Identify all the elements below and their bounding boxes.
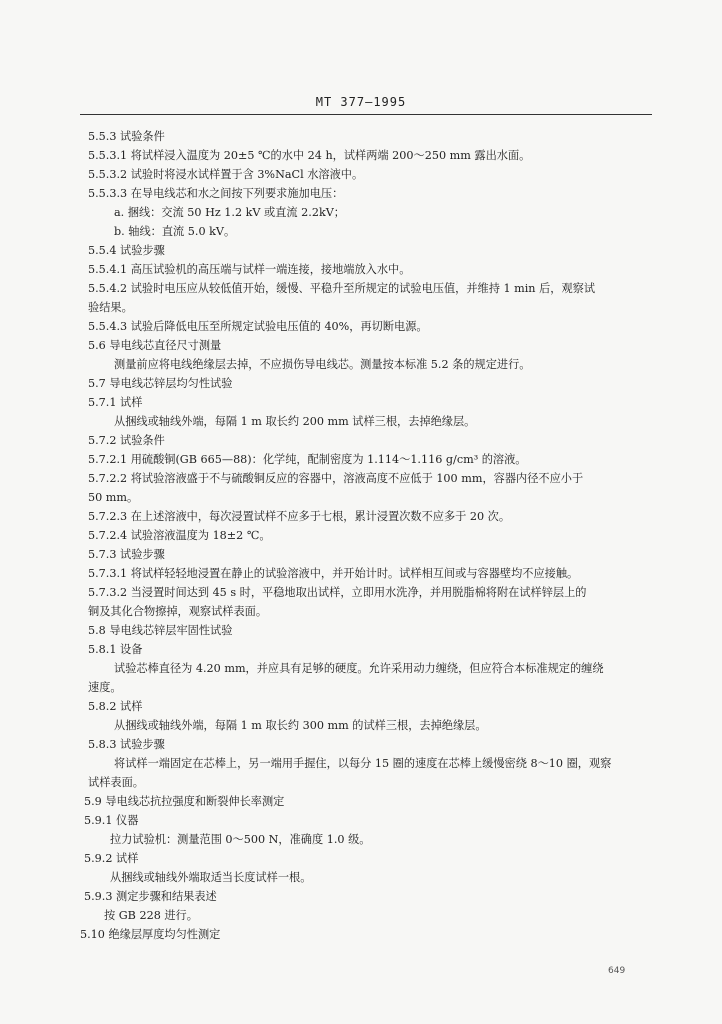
clause-5-7-2-3: 5.7.2.3 在上述溶液中，每次浸置试样不应多于七根，累计浸置次数不应多于 20 次。 [88,510,511,523]
clause-5-9-2-text: 从捆线或轴线外端取适当长度试样一根。 [110,871,312,884]
clause-5-7-3: 5.7.3 试验步骤 [88,548,165,561]
list-item-a: a. 捆线：交流 50 Hz 1.2 kV 或直流 2.2kV； [114,206,345,219]
page-number: 649 [608,966,626,976]
clause-5-7-1: 5.7.1 试样 [88,396,143,409]
clause-5-7-2-1: 5.7.2.1 用硫酸铜(GB 665—88)：化学纯，配制密度为 1.114～1.116 g/cm³ 的溶液。 [88,453,527,466]
clause-5-8-1-cont: 速度。 [88,681,122,694]
clause-5-5-4: 5.5.4 试验步骤 [88,244,165,257]
standard-number-header: MT 377—1995 [315,95,407,109]
clause-5-7-2-2-cont: 50 mm。 [88,491,139,504]
clause-5-6: 5.6 导电线芯直径尺寸测量 [88,339,222,352]
clause-5-5-3-3: 5.5.3.3 在导电线芯和水之间按下列要求施加电压： [88,187,344,200]
clause-5-8-1: 5.8.1 设备 [88,643,143,656]
clause-5-5-4-3: 5.5.4.3 试验后降低电压至所规定试验电压值的 40%，再切断电源。 [88,320,428,333]
clause-5-5-3-2: 5.5.3.2 试验时将浸水试样置于含 3%NaCl 水溶液中。 [88,168,364,181]
clause-5-9: 5.9 导电线芯抗拉强度和断裂伸长率测定 [84,795,285,808]
clause-5-8-3-cont: 试样表面。 [88,776,144,789]
clause-5-7-3-2: 5.7.3.2 当浸置时间达到 45 s 时，平稳地取出试样，立即用水洗净，并用脱脂棉将附在试样锌层上的 [88,586,587,599]
header-rule [80,114,652,115]
clause-5-5-4-2: 5.5.4.2 试验时电压应从较低值开始，缓慢、平稳升至所规定的试验电压值，并维持 1 min 后，观察试 [88,282,596,295]
clause-5-7: 5.7 导电线芯锌层均匀性试验 [88,377,233,390]
clause-5-8-2-text: 从捆线或轴线外端，每隔 1 m 取长约 300 mm 的试样三根，去掉绝缘层。 [114,719,487,732]
clause-5-7-2-2: 5.7.2.2 将试验溶液盛于不与硫酸铜反应的容器中，溶液高度不应低于 100 mm，容器内径不应小于 [88,472,584,485]
clause-5-7-2-4: 5.7.2.4 试验溶液温度为 18±2 ℃。 [88,529,271,542]
clause-5-8: 5.8 导电线芯锌层牢固性试验 [88,624,233,637]
clause-5-9-1: 5.9.1 仪器 [84,814,139,827]
clause-5-5-3: 5.5.3 试验条件 [88,130,165,143]
clause-5-7-3-2-cont: 铜及其化合物擦掉，观察试样表面。 [88,605,268,618]
clause-5-8-3-text: 将试样一端固定在芯棒上，另一端用手握住，以每分 15 圈的速度在芯棒上缓慢密绕 8～10 圈，观察 [114,757,612,770]
clause-5-9-3: 5.9.3 测定步骤和结果表述 [84,890,217,903]
clause-5-8-1-text: 试验芯棒直径为 4.20 mm，并应具有足够的硬度。允许采用动力缠绕，但应符合本标准规定的缠绕 [114,662,604,675]
clause-5-5-4-1: 5.5.4.1 高压试验机的高压端与试样一端连接，接地端放入水中。 [88,263,411,276]
clause-5-5-3-1: 5.5.3.1 将试样浸入温度为 20±5 ℃的水中 24 h，试样两端 200～250 mm 露出水面。 [88,149,531,162]
clause-5-10: 5.10 绝缘层厚度均匀性测定 [80,928,221,941]
clause-5-7-1-text: 从捆线或轴线外端，每隔 1 m 取长约 200 mm 试样三根，去掉绝缘层。 [114,415,476,428]
clause-5-8-2: 5.8.2 试样 [88,700,143,713]
clause-5-9-3-text: 按 GB 228 进行。 [104,909,198,922]
clause-5-9-1-text: 拉力试验机：测量范围 0～500 N，准确度 1.0 级。 [110,833,371,846]
clause-5-9-2: 5.9.2 试样 [84,852,139,865]
clause-5-5-4-2-cont: 验结果。 [88,301,133,314]
clause-5-7-2: 5.7.2 试验条件 [88,434,165,447]
clause-5-6-text: 测量前应将电线绝缘层去掉，不应损伤导电线芯。测量按本标准 5.2 条的规定进行。 [114,358,531,371]
clause-5-7-3-1: 5.7.3.1 将试样轻轻地浸置在静止的试验溶液中，并开始计时。试样相互间或与容器壁均不应接触。 [88,567,579,580]
list-item-b: b. 轴线：直流 5.0 kV。 [114,225,236,238]
clause-5-8-3: 5.8.3 试验步骤 [88,738,165,751]
